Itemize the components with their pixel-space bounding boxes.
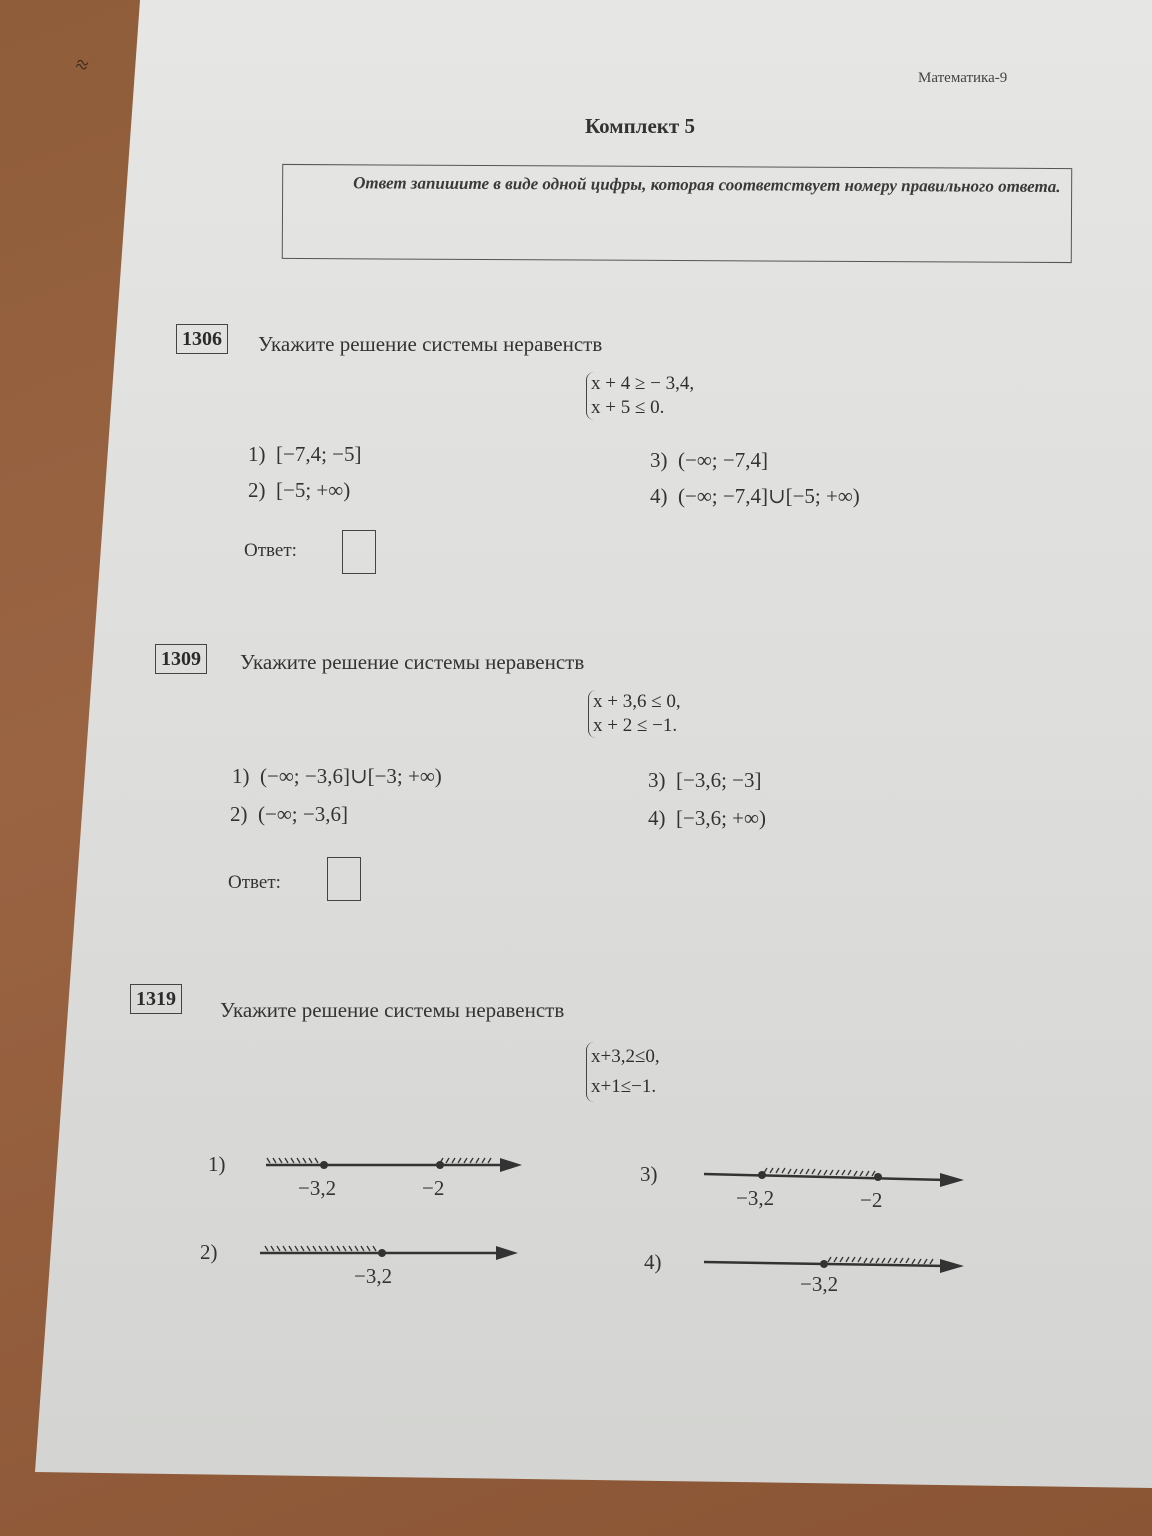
option-4: 4) (−∞; −7,4]∪[−5; +∞) [650,484,860,508]
point-label: −3,2 [736,1186,775,1210]
option-2-label: 2) [200,1240,218,1264]
inequality-line: x+3,2≤0, [591,1046,660,1067]
option-1: 1) [−7,4; −5] [248,442,362,466]
subject-header: Математика-9 [918,70,1008,86]
pen-mark: ≈ [72,50,93,79]
option-1-label: 1) [208,1152,226,1176]
inequality-system [586,1042,660,1102]
option-3: 3) (−∞; −7,4] [650,448,768,472]
option-3-label: 3) [640,1162,658,1186]
inequality-system [588,690,681,738]
answer-label: Ответ: [244,540,297,561]
inequality-line: x+1≤−1. [591,1076,657,1097]
option-2: 2) [−5; +∞) [248,478,351,502]
inequality-line: x + 4 ≥ − 3,4, [591,373,695,394]
task-question: Укажите решение системы неравенств [258,332,603,356]
instruction-text: Ответ запишите в виде одной цифры, которая соответствует номеру правильного ответа. [353,173,1061,197]
option-4: 4) [−3,6; +∞) [648,806,766,830]
point-label: −3,2 [298,1176,337,1200]
point-label: −3,2 [800,1272,839,1296]
task-number-1306: 1306 [176,324,228,354]
inequality-system [586,372,694,420]
task-question: Укажите решение системы неравенств [240,650,585,674]
answer-label: Ответ: [228,872,281,893]
inequality-line: x + 3,6 ≤ 0, [593,691,681,712]
task-number-1309: 1309 [155,644,207,674]
point-label: −2 [422,1176,445,1200]
page-title: Комплект 5 [585,114,695,138]
option-2: 2) (−∞; −3,6] [230,802,348,826]
task-number-1319: 1319 [130,984,182,1014]
option-3: 3) [−3,6; −3] [648,768,762,792]
instruction-box [282,164,1072,263]
inequality-line: x + 5 ≤ 0. [591,397,665,418]
answer-box-1306[interactable] [342,530,376,574]
task-question: Укажите решение системы неравенств [220,998,565,1022]
point-label: −2 [860,1188,883,1212]
inequality-line: x + 2 ≤ −1. [593,715,678,736]
point-label: −3,2 [354,1264,393,1288]
option-4-label: 4) [644,1250,662,1274]
option-1: 1) (−∞; −3,6]∪[−3; +∞) [232,764,442,788]
answer-box-1309[interactable] [327,857,361,901]
